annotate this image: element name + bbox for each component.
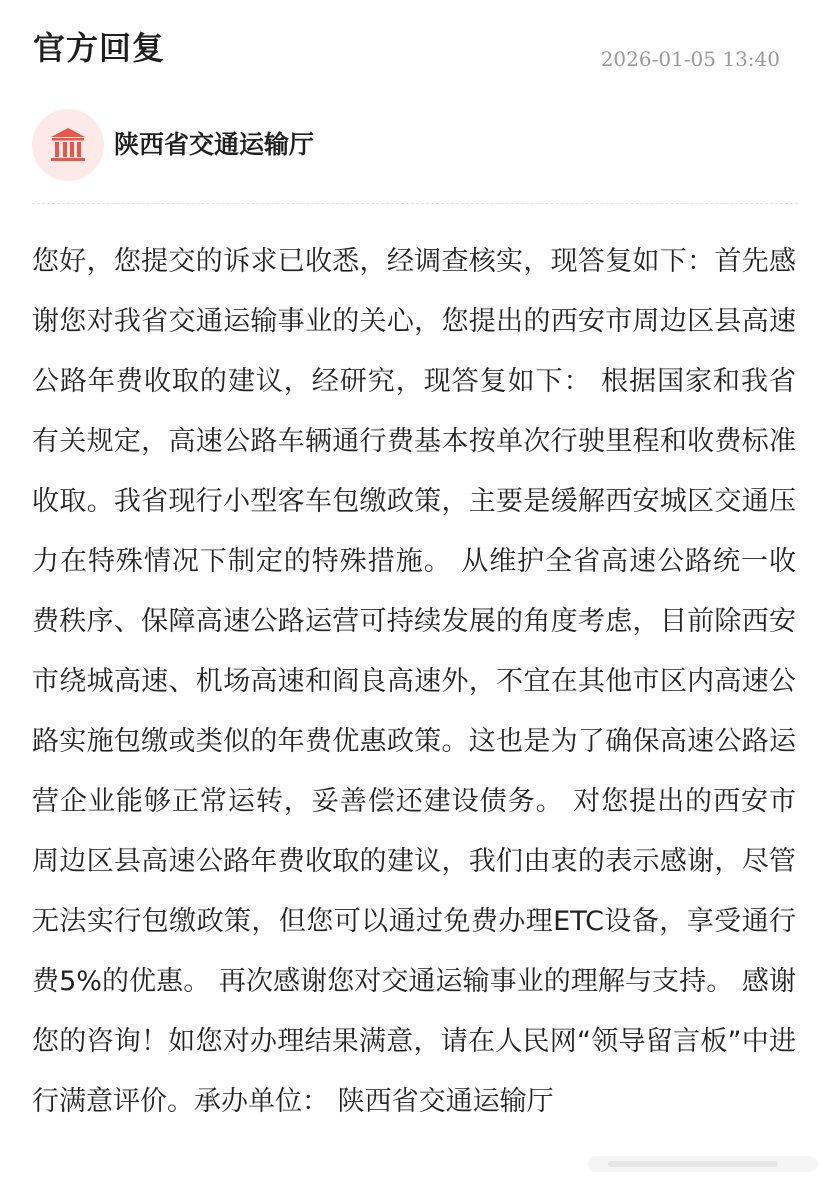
reply-body: 您好，您提交的诉求已收悉，经调查核实，现答复如下：首先感谢您对我省交通运输事业的关心，您提出的西安市周边区县高速公路年费收取的建议，经研究，现答复如下： 根据国家和我省有关规定，高速公路车辆通行费基本按单次行驶里程和收费标准收取。我省现行小型客车包缴政策，主要是缓解西安城区交通压力在特殊情况下制定的特殊措施。 从维护全省高速公路统一收费秩序、保障高速公路运营可持续发展的角度考虑，目前除西安市绕城高速、机场高速和阎良高速外，不宜在其他市区内高速公路实施包缴或类似的年费优惠政策。这也是为了确保高速公路运营企业能够正常运转，妥善偿还建设债务。 对您提出的西安市周边区县高速公路年费收取的建议，我们由衷的表示感谢，尽管无法实行包缴政策，但您可以通过免费办理ETC设备，享受通行费5%的优惠。 再次感谢您对交通运输事业的理解与支持。 感谢您的咨询！如您对办理结果满意，请在人民网“领导留言板”中进行满意评价。承办单位： 陕西省交通运输厅: [32, 246, 796, 1117]
page-title: 官方回复: [33, 29, 166, 67]
watermark: [588, 1150, 818, 1178]
org-row[interactable]: [32, 109, 792, 183]
section-divider: [32, 203, 798, 204]
reply-header: [0, 0, 828, 100]
reply-timestamp: 2026-01-05 13:40: [600, 47, 780, 71]
avatar: [32, 109, 104, 181]
org-name: 陕西省交通运输厅: [114, 130, 315, 159]
government-building-icon: [48, 125, 88, 165]
